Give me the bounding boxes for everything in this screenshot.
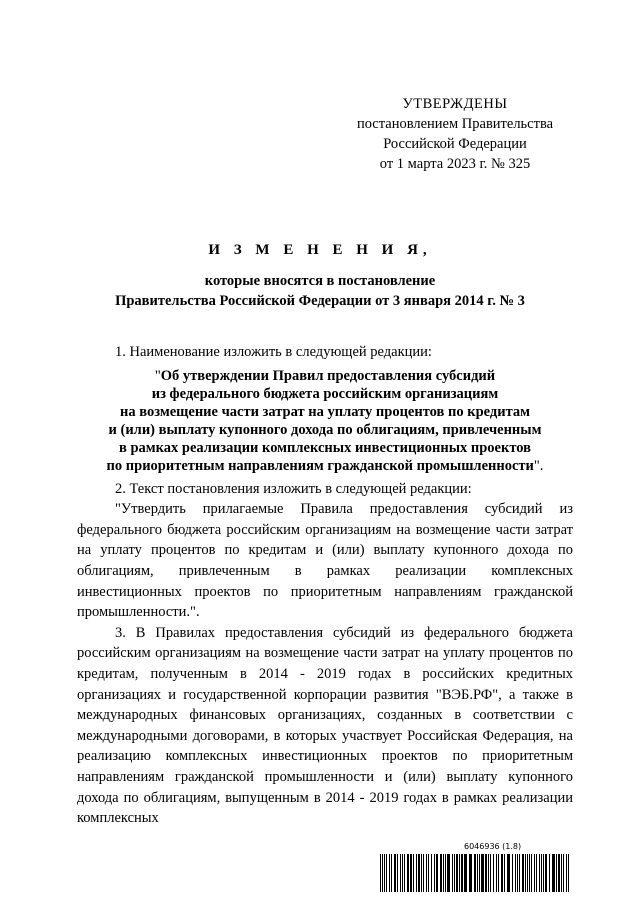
item-2-quote: "Утвердить прилагаемые Правила предоставления субсидий из федерального бюджета российским организациям на возмещение части затрат на уплату процентов по кредитам и (или) выплату купонного дохода по облигациям, привлеченным в рамках реализации комплексных инвестиционных проектов по приоритетным направлениям гражданской промышленности.". — [77, 501, 573, 621]
heading-subtitle-line1: которые вносятся в постановление — [204, 273, 436, 289]
barcode-number: 6046936 (1.8) — [464, 842, 522, 851]
heading-title: И З М Е Н Е Н И Я, — [208, 242, 432, 258]
item-1-text: 1. Наименование изложить в следующей редакции: — [115, 344, 432, 360]
item-1-quote-close: ". — [533, 457, 544, 474]
item-1-quote-line: из федерального бюджета российским организациям — [151, 385, 499, 402]
approval-line-federation: Российской Федерации — [383, 136, 527, 152]
approval-line-decree: постановлением Правительства — [356, 116, 554, 132]
item-1-quote-line: в рамках реализации комплексных инвестиционных проектов — [119, 439, 531, 456]
barcode — [380, 842, 572, 894]
item-1-quote-open: " — [154, 367, 161, 384]
item-2-text: 2. Текст постановления изложить в следующей редакции: — [115, 480, 472, 497]
item-1-quote-line: Об утверждении Правил предоставления субсидий — [160, 367, 496, 384]
document-heading — [60, 240, 580, 311]
item-1-quote — [77, 367, 573, 475]
approval-line-date: от 1 марта 2023 г. № 325 — [379, 156, 531, 172]
item-1-quote-line: по приоритетным направлениям гражданской промышленности — [106, 457, 534, 474]
heading-subtitle — [60, 271, 580, 311]
heading-subtitle-line2: Правительства Российской Федерации от 3 января 2014 г. № 3 — [115, 293, 525, 309]
item-1-quote-line: на возмещение части затрат на уплату процентов по кредитам — [120, 403, 530, 420]
item-3-text: 3. В Правилах предоставления субсидий из федерального бюджета российским организациям на возмещение части затрат на уплату процентов по кредитам, полученным в 2014 - 2019 годах в российских кредитных организациях и государственной корпорации развития "ВЭБ.РФ", а также в международных финансовых организациях, созданных в соответствии с международными договорами, в которых участвует Российская Федерация, на реализацию комплексных инвестиционных проектов по приоритетным направлениям гражданской промышленности и (или) выплату купонного дохода по облигациям, выпущенным в 2014 - 2019 годах в рамках реализации комплексных — [77, 624, 573, 827]
approval-title: УТВЕРЖДЕНЫ — [402, 96, 508, 112]
barcode-bars — [380, 854, 572, 892]
item-1-quote-line: и (или) выплату купонного дохода по облигациям, привлеченным — [108, 421, 542, 438]
approval-stamp — [340, 94, 570, 174]
document-body — [77, 342, 573, 829]
